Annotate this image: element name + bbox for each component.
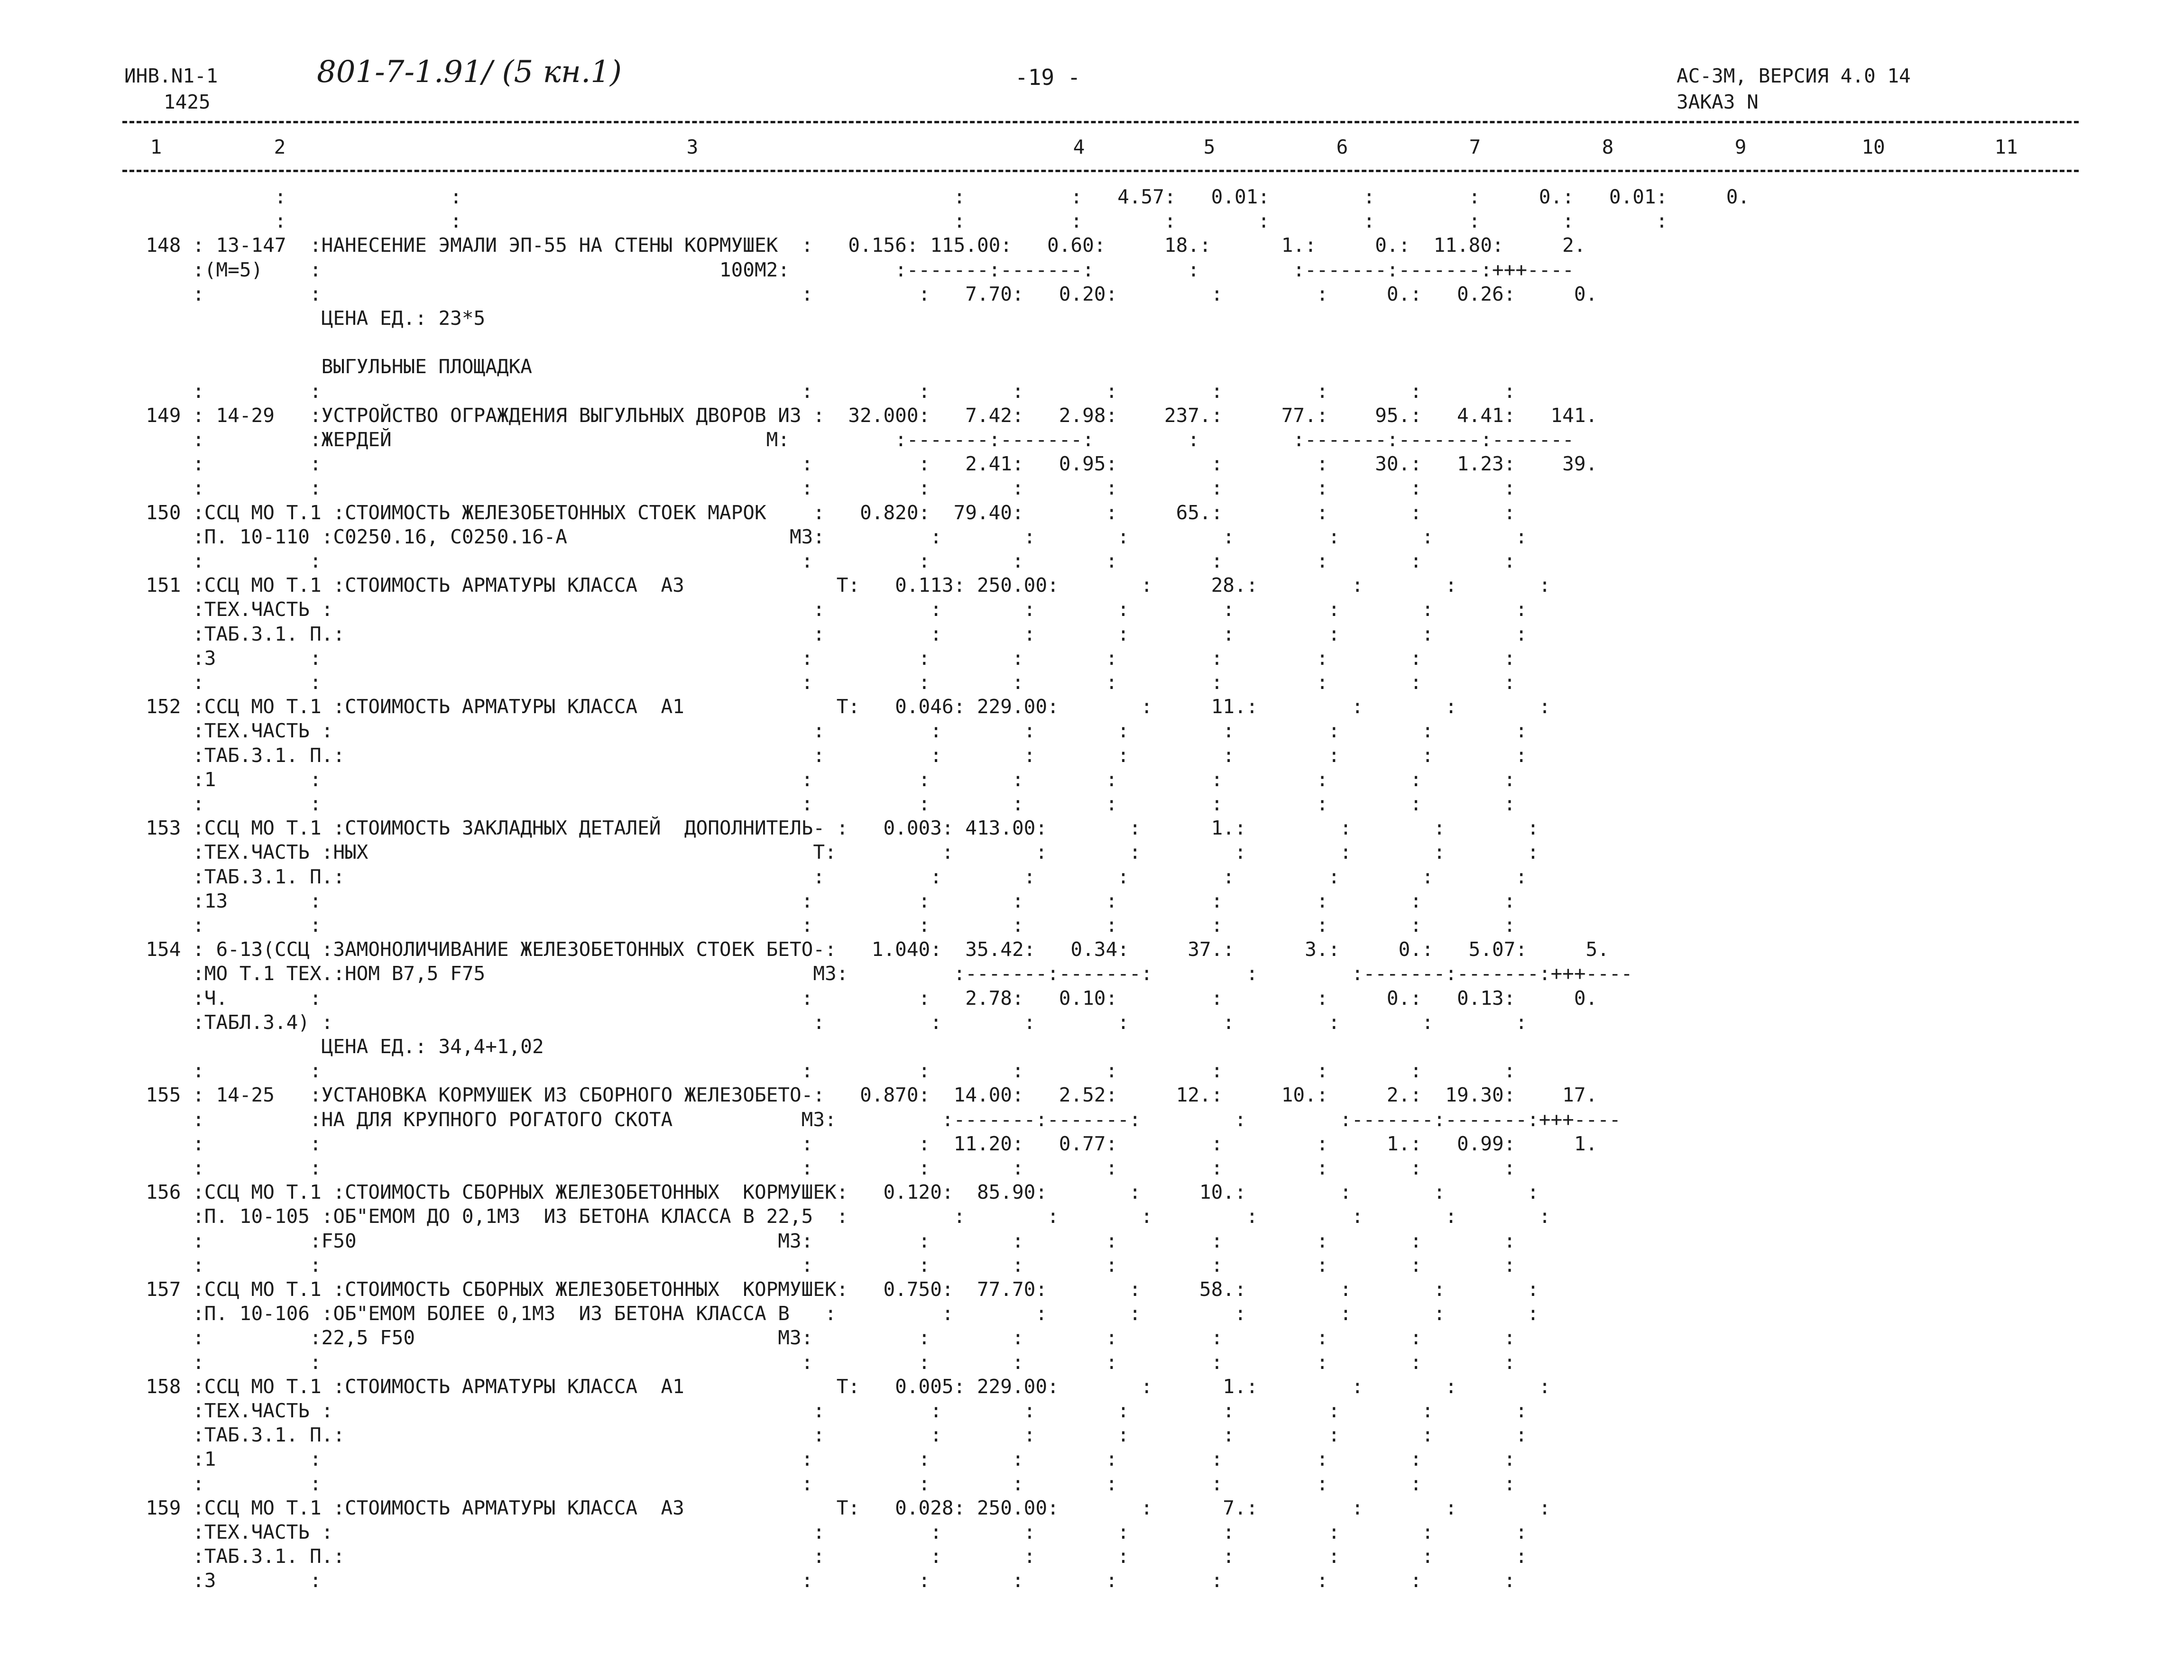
program-version: АС-3М, ВЕРСИЯ 4.0 14 <box>1677 64 1911 87</box>
printout-line: : : : : : : : : : : <box>122 1350 1516 1374</box>
printout-line: 151 :ССЦ МО Т.1 :СТОИМОСТЬ АРМАТУРЫ КЛАССА А3 Т: 0.113: 250.00: : 28.: : : : <box>122 574 1551 597</box>
printout-line: 150 :ССЦ МО Т.1 :СТОИМОСТЬ ЖЕЛЕЗОБЕТОННЫХ СТОЕК МАРОК : 0.820: 79.40: : 65.: : : : <box>122 501 1516 524</box>
header-top-rule <box>122 121 2079 123</box>
printout-line: 153 :ССЦ МО Т.1 :СТОИМОСТЬ ЗАКЛАДНЫХ ДЕТАЛЕЙ ДОПОЛНИТЕЛЬ- : 0.003: 413.00: : 1.: : : : <box>122 817 1539 840</box>
printout-line: : : : : : : : : : : <box>122 379 1516 403</box>
printout-line: :(M=5) : 100M2: :-------:-------: : :-------:-------:+++---- <box>122 258 1574 281</box>
printout-line: : : : : : : : : : : <box>122 792 1516 815</box>
printout-line: : : : : : : : : : : <box>122 210 1668 233</box>
printout-line: 152 :ССЦ МО Т.1 :СТОИМОСТЬ АРМАТУРЫ КЛАССА А1 Т: 0.046: 229.00: : 11.: : : : <box>122 695 1551 718</box>
printout-line: :ТАБ.3.1. П.: : : : : : : : : <box>122 622 1528 645</box>
column-header: 10 <box>1861 136 1885 158</box>
printout-line: : :ЖЕРДЕЙ M: :-------:-------: : :-------:-------:------- <box>122 428 1574 451</box>
printout-line: :3 : : : : : : : : : <box>122 1569 1516 1592</box>
column-header: 9 <box>1734 136 1747 158</box>
printout-line: 157 :ССЦ МО Т.1 :СТОИМОСТЬ СБОРНЫХ ЖЕЛЕЗОБЕТОННЫХ КОРМУШЕК: 0.750: 77.70: : 58.: : : : <box>122 1278 1539 1301</box>
printout-line: : :22,5 F50 M3: : : : : : : : <box>122 1326 1516 1350</box>
column-header: 2 <box>274 136 286 158</box>
printout-line: :П. 10-105 :ОБ"ЕМОМ ДО 0,1М3 ИЗ БЕТОНА КЛАССА В 22,5 : : : : : : : : <box>122 1205 1551 1228</box>
printout-line: : :F50 M3: : : : : : : : <box>122 1229 1516 1252</box>
printout-line: : : : : : : : : : : <box>122 1157 1516 1179</box>
printout-line: :13 : : : : : : : : : <box>122 889 1516 912</box>
order-label: ЗАКАЗ N <box>1677 91 1759 113</box>
printout-line: :Ч. : : : 2.78: 0.10: : : 0.: 0.13: 0. <box>122 986 1598 1010</box>
printout-line: :ТАБЛ.3.4) : : : : : : : : : <box>122 1010 1528 1034</box>
printout-line: :П. 10-110 :С0250.16, С0250.16-А M3: : : : : : : : <box>122 525 1528 548</box>
printout-line: ВЫГУЛЬНЫЕ ПЛОЩАДКА <box>122 355 532 378</box>
printout-line: : : : : 2.41: 0.95: : : 30.: 1.23: 39. <box>122 452 1598 476</box>
printout-line: : : : : : : : : : : <box>122 914 1516 936</box>
printout-line: 149 : 14-29 :УСТРОЙСТВО ОГРАЖДЕНИЯ ВЫГУЛЬНЫХ ДВОРОВ ИЗ : 32.000: 7.42: 2.98: 237.: 77.: 95.: 4.41: 141. <box>122 404 1598 427</box>
printout-line: :МО Т.1 ТЕХ.:НОМ В7,5 F75 M3: :-------:-------: : :-------:-------:+++---- <box>122 962 1633 985</box>
column-header: 3 <box>686 136 699 158</box>
printout-line: ЦЕНА ЕД.: 34,4+1,02 <box>122 1035 544 1058</box>
printout-line: : : : : : : : : : : <box>122 1253 1516 1276</box>
column-header: 6 <box>1336 136 1348 158</box>
header-bottom-rule <box>122 170 2079 172</box>
printout-line: : : : : : : : : : : <box>122 671 1516 694</box>
column-header: 8 <box>1602 136 1614 158</box>
printout-line: : : : : 4.57: 0.01: : : 0.: 0.01: 0. <box>122 185 1750 208</box>
printout-line: 159 :ССЦ МО Т.1 :СТОИМОСТЬ АРМАТУРЫ КЛАССА А3 Т: 0.028: 250.00: : 7.: : : : <box>122 1496 1551 1519</box>
printout-line: :ТАБ.3.1. П.: : : : : : : : : <box>122 744 1528 767</box>
printout-line: :ТЕХ.ЧАСТЬ : : : : : : : : : <box>122 1399 1528 1422</box>
printout-line: :ТЕХ.ЧАСТЬ : : : : : : : : : <box>122 719 1528 743</box>
printout-line: 155 : 14-25 :УСТАНОВКА КОРМУШЕК ИЗ СБОРНОГО ЖЕЛЕЗОБЕТО-: 0.870: 14.00: 2.52: 12.: 10.: 2.: 19.30: 17. <box>122 1083 1598 1107</box>
printout-line: 158 :ССЦ МО Т.1 :СТОИМОСТЬ АРМАТУРЫ КЛАССА А1 Т: 0.005: 229.00: : 1.: : : : <box>122 1375 1551 1398</box>
column-header: 1 <box>150 136 162 158</box>
printout-line: :ТЕХ.ЧАСТЬ : : : : : : : : : <box>122 598 1528 621</box>
printout-line: 148 : 13-147 :НАНЕСЕНИЕ ЭМАЛИ ЭП-55 НА СТЕНЫ КОРМУШЕК : 0.156: 115.00: 0.60: 18.: 1.: 0.: 11.80: 2. <box>122 234 1586 257</box>
column-header: 5 <box>1203 136 1216 158</box>
column-header: 11 <box>1994 136 2018 158</box>
handwritten-project-code: 801-7-1.91/ (5 кн.1) <box>317 55 622 90</box>
printout-line: :ТАБ.3.1. П.: : : : : : : : : <box>122 1545 1528 1568</box>
printout-line: :3 : : : : : : : : : <box>122 646 1516 670</box>
printout-line: : : : : 7.70: 0.20: : : 0.: 0.26: 0. <box>122 282 1598 305</box>
printout-line: : : : : : : : : : : <box>122 550 1516 572</box>
printout-line: : : : : 11.20: 0.77: : : 1.: 0.99: 1. <box>122 1132 1598 1155</box>
printout-line: 154 : 6-13(ССЦ :ЗАМОНОЛИЧИВАНИЕ ЖЕЛЕЗОБЕТОННЫХ СТОЕК БЕТО-: 1.040: 35.42: 0.34: 37.: 3.: 0.: 5.07: 5. <box>122 938 1609 961</box>
printout-line: :ТАБ.3.1. П.: : : : : : : : : <box>122 865 1528 888</box>
printout-line: : :НА ДЛЯ КРУПНОГО РОГАТОГО СКОТА M3: :-------:-------: : :-------:-------:+++---- <box>122 1108 1621 1131</box>
printout-line: : : : : : : : : : : <box>122 1472 1516 1495</box>
column-header: 4 <box>1073 136 1085 158</box>
printout-line: :1 : : : : : : : : : <box>122 1448 1516 1471</box>
printout-line: :ТАБ.3.1. П.: : : : : : : : : <box>122 1423 1528 1447</box>
printout-line: :ТЕХ.ЧАСТЬ : : : : : : : : : <box>122 1521 1528 1543</box>
printout-line: :1 : : : : : : : : : <box>122 768 1516 791</box>
printout-line: :П. 10-106 :ОБ"ЕМОМ БОЛЕЕ 0,1М3 ИЗ БЕТОНА КЛАССА В : : : : : : : : <box>122 1302 1539 1325</box>
printout-line: 156 :ССЦ МО Т.1 :СТОИМОСТЬ СБОРНЫХ ЖЕЛЕЗОБЕТОННЫХ КОРМУШЕК: 0.120: 85.90: : 10.: : : : <box>122 1181 1539 1204</box>
column-header: 7 <box>1469 136 1481 158</box>
inventory-number: 1425 <box>164 91 211 113</box>
printout-line: : : : : : : : : : : <box>122 477 1516 500</box>
printout-line: ЦЕНА ЕД.: 23*5 <box>122 307 486 330</box>
page-number: -19 - <box>1015 64 1081 90</box>
printout-line: :ТЕХ.ЧАСТЬ :НЫХ Т: : : : : : : : <box>122 841 1539 864</box>
printout-line: : : : : : : : : : : <box>122 1059 1516 1083</box>
inventory-label: ИНВ.N1-1 <box>124 64 218 87</box>
